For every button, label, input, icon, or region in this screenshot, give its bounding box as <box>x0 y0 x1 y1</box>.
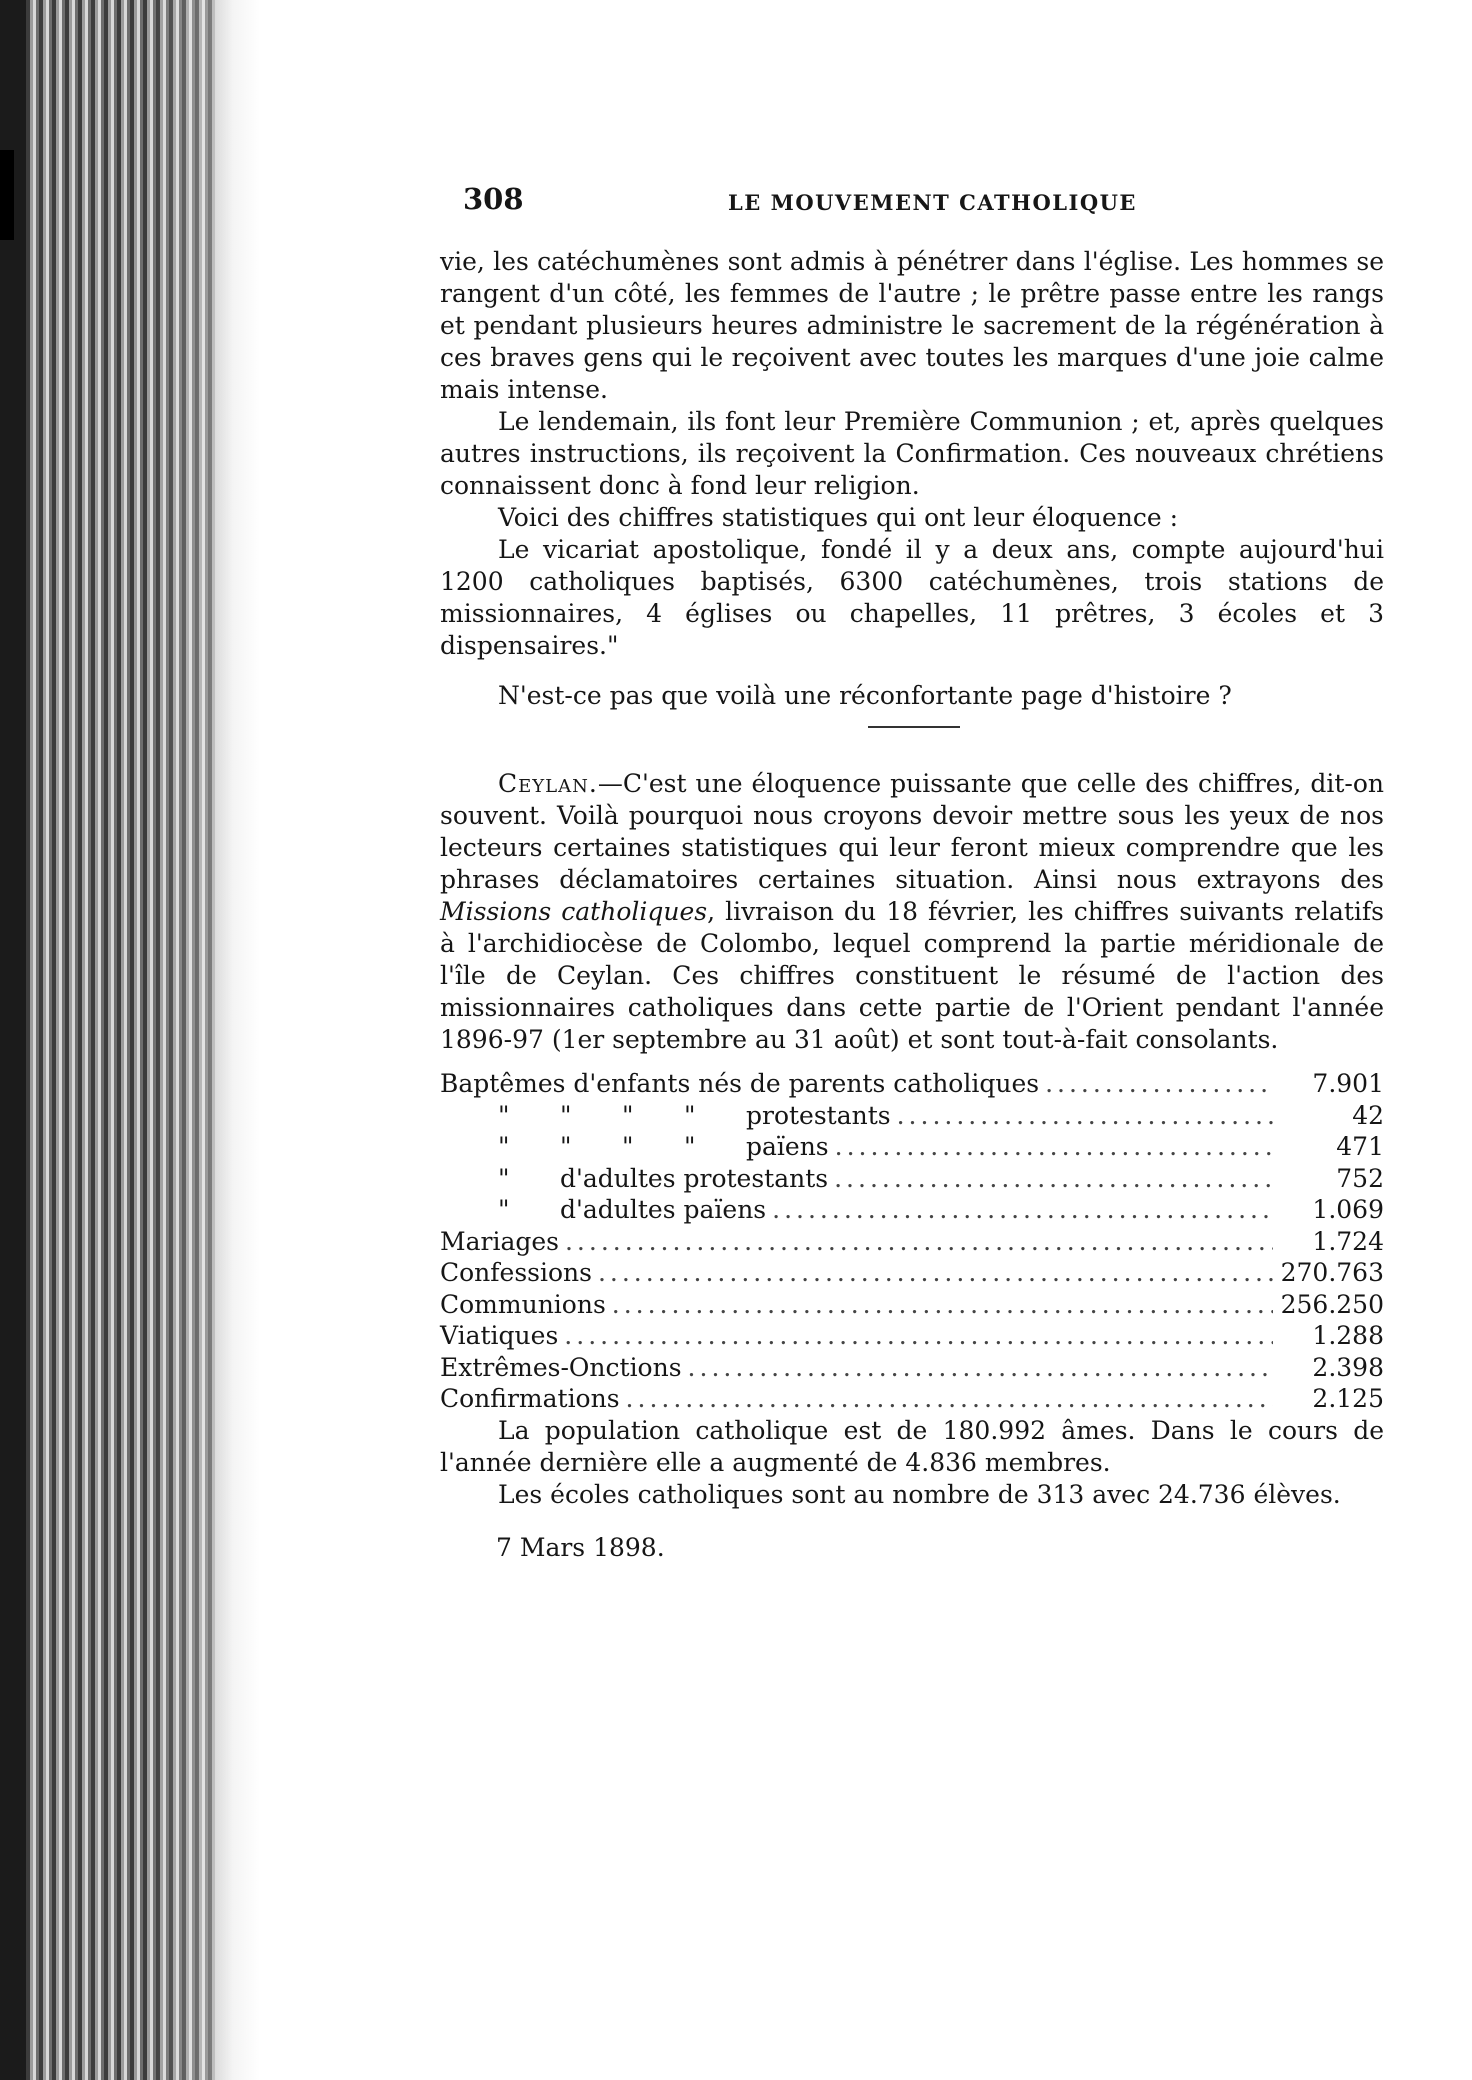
section-divider <box>868 726 960 728</box>
ditto-mark: " <box>684 1100 696 1130</box>
paragraph-ceylan <box>440 768 1384 1056</box>
stat-row <box>440 1320 1384 1352</box>
ditto-mark: " <box>684 1132 696 1161</box>
stat-value: 256.250 <box>1280 1289 1384 1319</box>
paragraph-first-communion: Le lendemain, ils font leur Première Communion ; et, après quelques autres instructions, ils reçoivent la Confirmation. Ces nouveaux chrétiens connaissent donc à fond leur religion. <box>440 407 1384 500</box>
ceylan-heading: Ceylan. <box>498 769 598 798</box>
stat-row <box>440 1226 1384 1258</box>
dot-leader <box>688 1352 1273 1384</box>
ditto-mark: " <box>622 1132 634 1161</box>
stat-value: 471 <box>1336 1132 1384 1161</box>
dot-leader <box>834 1163 1273 1195</box>
running-title: LE MOUVEMENT CATHOLIQUE <box>728 190 1137 215</box>
ditto-mark: " <box>498 1132 510 1161</box>
stat-label: d'adultes protestants <box>560 1163 829 1193</box>
stat-value: 2.125 <box>1312 1384 1384 1413</box>
stat-value: 1.724 <box>1312 1226 1384 1256</box>
stat-label: Baptêmes d'enfants nés de parents catholiques <box>440 1069 1040 1098</box>
paragraph-baptism-ceremony: vie, les catéchumènes sont admis à pénétrer dans l'église. Les hommes se rangent d'un côté, les femmes de l'autre ; le prêtre passe entre les rangs et pendant plusieurs heures administre le sacrement de la régénération à ces braves gens qui le reçoivent avec toutes les marques d'une joie calme mais intense. <box>440 247 1384 404</box>
stat-label: Confirmations <box>440 1384 620 1413</box>
stat-row <box>440 1383 1384 1415</box>
dot-leader <box>772 1194 1273 1226</box>
dot-leader <box>565 1226 1273 1258</box>
ceylan-text-part1: —C'est une éloquence puissante que celle des chiffres, dit-on souvent. Voilà pourquoi nous croyons devoir mettre sous les yeux de nos lecteurs certaines statistiques qui leur feront mieux comprendre que les phrases déclamatoires certaines situation. Ainsi nous extrayons des <box>440 769 1384 894</box>
ditto-mark: " <box>498 1195 510 1224</box>
book-spine-shadow <box>0 0 26 2080</box>
ditto-mark: " <box>560 1132 572 1161</box>
ceylan-text-part2: , livraison du 18 février, les chiffres suivants relatifs à l'archidiocèse de Colombo, lequel comprend la partie méridionale de l'île de Ceylan. Ces chiffres constituent le résumé de l'action des missionnaires catholiques dans cette partie de l'Orient pendant l'année 1896-97 (1er septembre au 31 août) et sont tout-à-fait consolants. <box>440 897 1384 1054</box>
stat-row <box>440 1068 1384 1100</box>
stat-row <box>440 1100 1384 1132</box>
dot-leader <box>626 1383 1273 1415</box>
page-number: 308 <box>463 182 524 216</box>
stat-value: 42 <box>1352 1100 1384 1130</box>
stat-value: 270.763 <box>1280 1258 1384 1287</box>
ditto-mark: " <box>560 1100 572 1130</box>
book-binding-edge <box>0 0 215 2080</box>
stat-value: 7.901 <box>1312 1069 1384 1098</box>
closing-question: N'est-ce pas que voilà une réconfortante page d'histoire ? <box>498 681 1232 710</box>
dateline: 7 Mars 1898. <box>496 1532 665 1562</box>
stat-label: Mariages <box>440 1226 559 1256</box>
stat-row <box>440 1257 1384 1289</box>
stat-label: Confessions <box>440 1258 592 1287</box>
ditto-mark: " <box>498 1100 510 1130</box>
ceylan-source-title: Missions catholiques <box>440 897 708 926</box>
page-body <box>440 246 1384 1562</box>
paragraph-population: La population catholique est de 180.992 âmes. Dans le cours de l'année dernière elle a augmenté de 4.836 membres. <box>440 1415 1384 1477</box>
stat-row <box>440 1194 1384 1226</box>
stat-row <box>440 1289 1384 1321</box>
stat-value: 1.069 <box>1312 1195 1384 1224</box>
dot-leader <box>897 1100 1273 1132</box>
stat-label: protestants <box>746 1100 891 1130</box>
dot-leader <box>835 1131 1273 1163</box>
running-head <box>463 182 1383 222</box>
dot-leader <box>564 1320 1273 1352</box>
stat-label: d'adultes païens <box>560 1195 767 1224</box>
paragraph-statistics-intro: Voici des chiffres statistiques qui ont leur éloquence : <box>498 503 1179 532</box>
stat-row <box>440 1163 1384 1195</box>
ditto-mark: " <box>622 1100 634 1130</box>
dot-leader <box>612 1289 1273 1321</box>
ditto-mark: " <box>498 1163 510 1193</box>
stat-label: Communions <box>440 1289 606 1319</box>
dot-leader <box>598 1257 1273 1289</box>
stat-value: 752 <box>1336 1163 1384 1193</box>
stat-label: Extrêmes-Onctions <box>440 1352 682 1382</box>
stat-value: 2.398 <box>1312 1352 1384 1382</box>
stat-value: 1.288 <box>1312 1321 1384 1350</box>
book-spine-mark <box>0 150 14 240</box>
dot-leader <box>1045 1068 1273 1100</box>
paragraph-vicariate-figures: Le vicariat apostolique, fondé il y a deux ans, compte aujourd'hui 1200 catholiques baptisés, 6300 catéchumènes, trois stations de missionnaires, 4 églises ou chapelles, 11 prêtres, 3 écoles et 3 dispensaires." <box>440 535 1384 660</box>
stat-row <box>440 1131 1384 1163</box>
stat-label: païens <box>746 1132 829 1161</box>
stat-row <box>440 1352 1384 1384</box>
statistics-table <box>440 1068 1384 1415</box>
stat-label: Viatiques <box>440 1321 559 1350</box>
paragraph-schools: Les écoles catholiques sont au nombre de 313 avec 24.736 élèves. <box>498 1479 1341 1509</box>
